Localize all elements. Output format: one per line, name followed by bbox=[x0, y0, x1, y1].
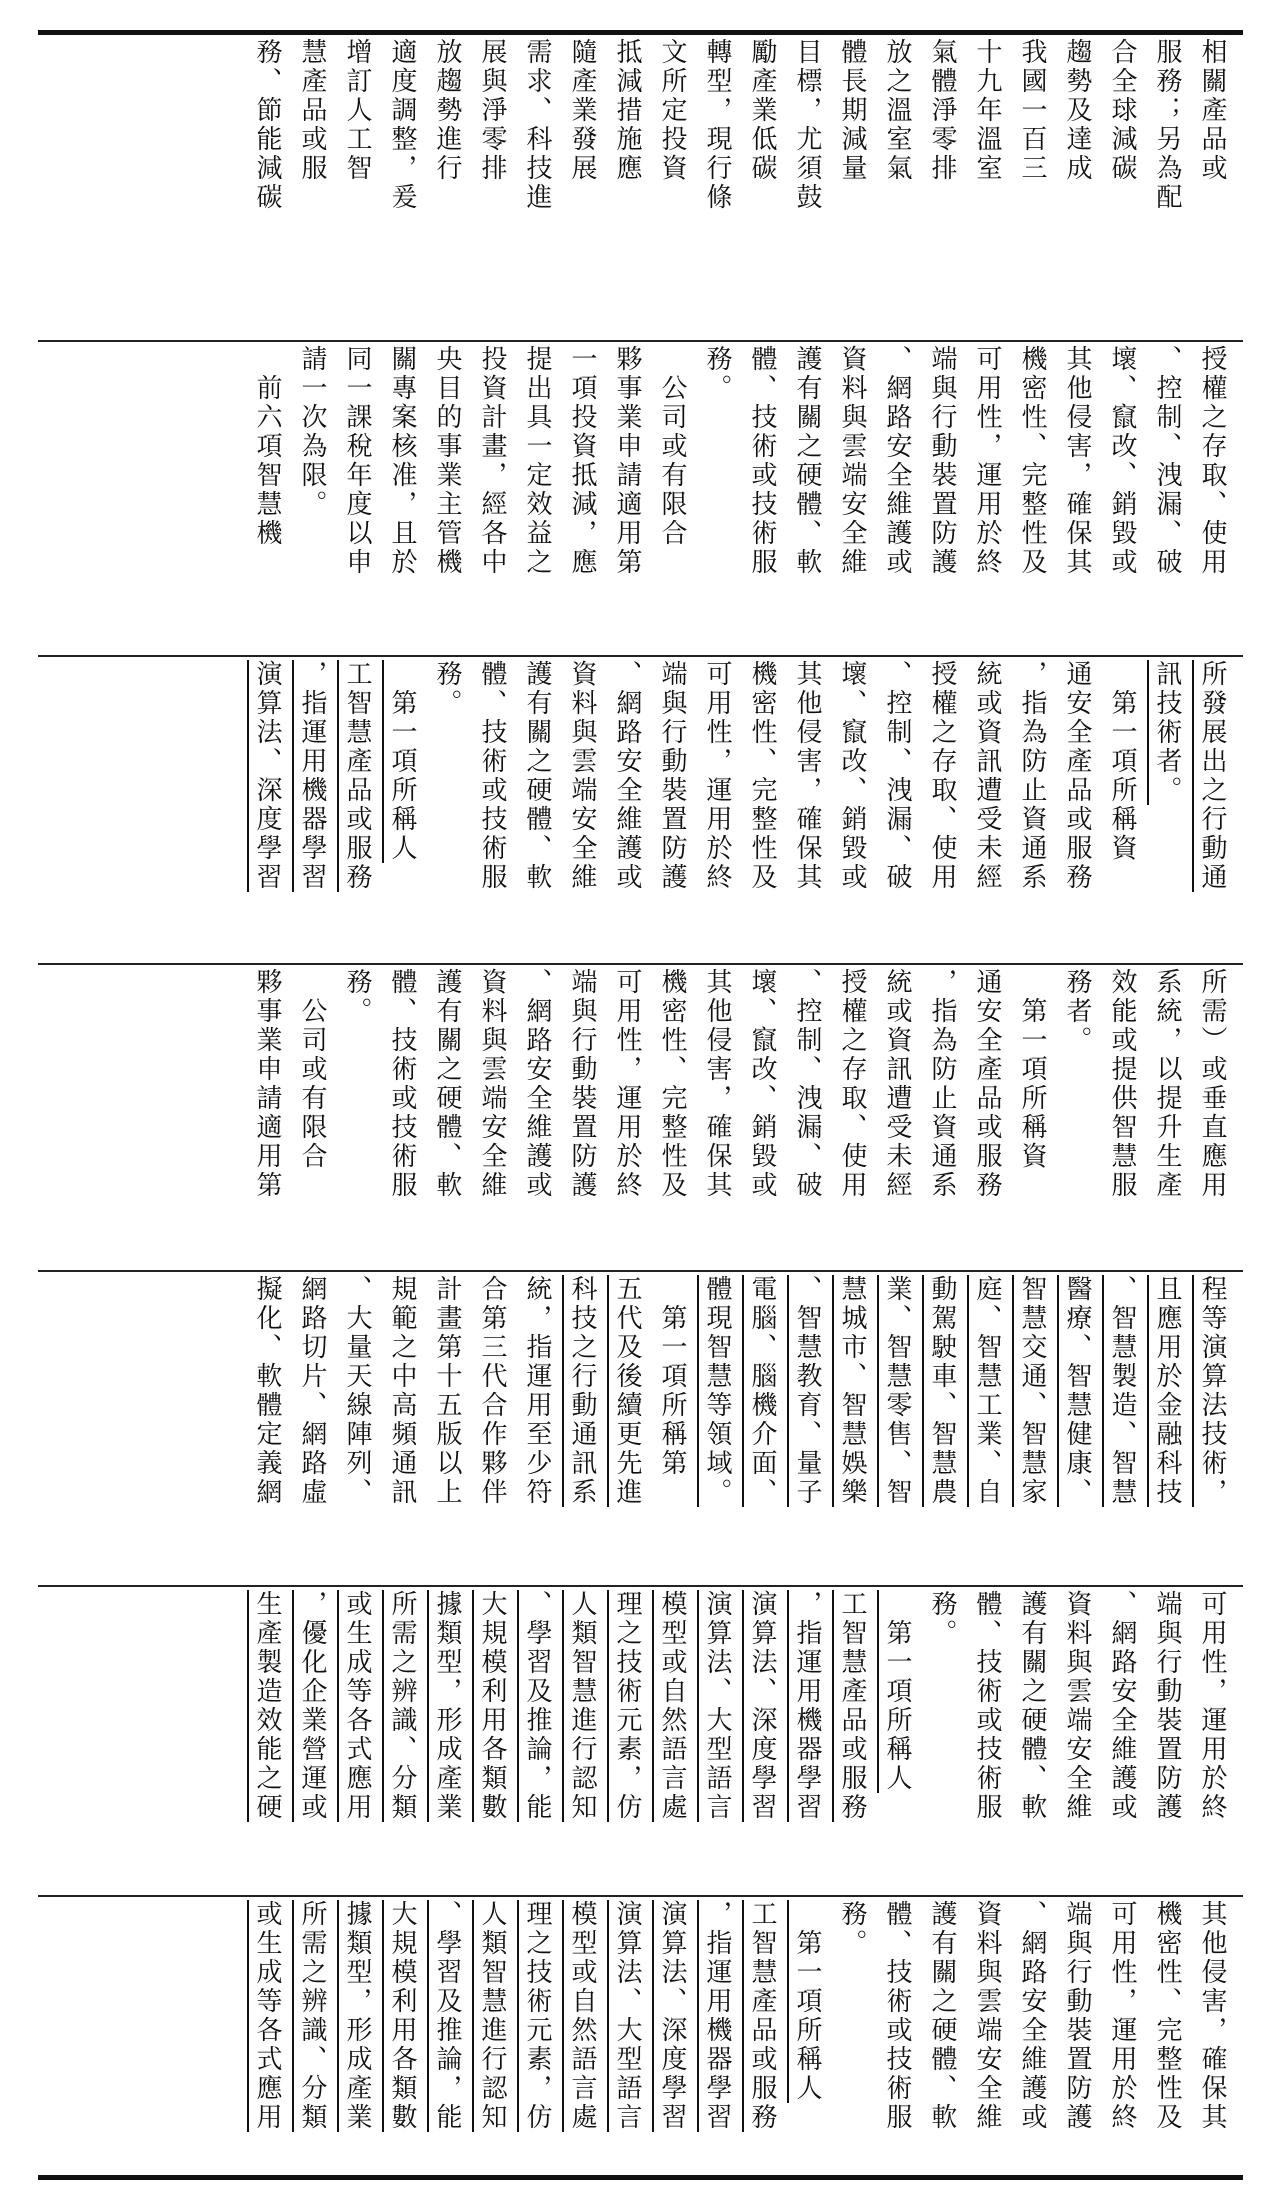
text-column: 資料與雲端安全維 bbox=[567, 660, 597, 892]
text-column: 可用性，運用於終 bbox=[972, 345, 1002, 577]
text-column: 機密性、完整性及 bbox=[1152, 1900, 1182, 2132]
text-column: 授權之存取、使用 bbox=[837, 968, 867, 1200]
text-column: 適度調整，爰 bbox=[387, 38, 417, 212]
text-column: 端與行動裝置防護 bbox=[927, 345, 957, 577]
text-column: ，指運用機器學習 bbox=[297, 660, 327, 892]
text-column: 務。 bbox=[432, 660, 462, 718]
text-column: 可用性，運用於終 bbox=[1197, 1590, 1227, 1822]
text-column: 或生成等各式應用 bbox=[252, 1900, 282, 2132]
text-column: 演算法、大型語言 bbox=[612, 1900, 642, 2132]
text-column: 模型或自然語言處 bbox=[567, 1900, 597, 2132]
text-column: 統或資訊遭受未經 bbox=[882, 968, 912, 1200]
text-column: 通安全產品或服務 bbox=[972, 968, 1002, 1200]
text-column: 氣體淨零排 bbox=[927, 38, 957, 183]
text-column: 端與行動裝置防護 bbox=[1152, 1590, 1182, 1822]
text-column: 務者。 bbox=[1062, 968, 1092, 1055]
text-column: 其他侵害，確保其 bbox=[1062, 345, 1092, 577]
text-column: 可用性，運用於終 bbox=[1107, 1900, 1137, 2132]
text-column: 演算法、深度學習 bbox=[747, 1590, 777, 1822]
text-column: 抵減措施應 bbox=[612, 38, 642, 183]
text-column: 據類型，形成產業 bbox=[342, 1900, 372, 2132]
text-column: 體、技術或技術服 bbox=[387, 968, 417, 1200]
text-column: 系統，以提升生產 bbox=[1152, 968, 1182, 1200]
text-column: 大規模利用各類數 bbox=[387, 1900, 417, 2132]
band-divider bbox=[38, 963, 1243, 965]
band-7 bbox=[48, 1900, 1233, 2170]
text-column: 體、技術或技術服 bbox=[972, 1590, 1002, 1822]
text-column: 網路切片、網路虛 bbox=[297, 1275, 327, 1507]
text-column: 護有關之硬體、軟 bbox=[927, 1900, 957, 2132]
text-column: ，指為防止資通系 bbox=[927, 968, 957, 1200]
band-divider bbox=[38, 1895, 1243, 1897]
text-column: 展與淨零排 bbox=[477, 38, 507, 183]
text-column: 、學習及推論，能 bbox=[522, 1590, 552, 1822]
text-column: 效能或提供智慧服 bbox=[1107, 968, 1137, 1200]
text-column: 演算法、大型語言 bbox=[702, 1590, 732, 1822]
text-column: 工智慧產品或服務 bbox=[837, 1590, 867, 1822]
text-column: 、網路安全維護或 bbox=[522, 968, 552, 1200]
text-column: 提出具一定效益之 bbox=[522, 345, 552, 577]
text-column: 、大量天線陣列、 bbox=[342, 1275, 372, 1507]
band-1 bbox=[48, 38, 1233, 338]
text-column: 隨產業發展 bbox=[567, 38, 597, 183]
text-column: 務。 bbox=[927, 1590, 957, 1648]
text-column: ，優化企業營運或 bbox=[297, 1590, 327, 1822]
text-column: 、學習及推論，能 bbox=[432, 1900, 462, 2132]
text-column: 所需之辨識、分類 bbox=[387, 1590, 417, 1822]
band-6 bbox=[48, 1590, 1233, 1890]
text-column: 端與行動裝置防護 bbox=[567, 968, 597, 1200]
text-column: 所發展出之行動通 bbox=[1197, 660, 1227, 892]
text-column: 體、技術或技術服 bbox=[477, 660, 507, 892]
text-column: 第一項所稱人 bbox=[387, 660, 417, 863]
text-column: 、網路安全維護或 bbox=[612, 660, 642, 892]
text-column: 、網路安全維護或 bbox=[1107, 1590, 1137, 1822]
text-column: 資料與雲端安全維 bbox=[837, 345, 867, 577]
text-column: 、智慧製造、智慧 bbox=[1107, 1275, 1137, 1507]
text-column: 擬化、軟體定義網 bbox=[252, 1275, 282, 1507]
text-column: 投資計畫，經各中 bbox=[477, 345, 507, 577]
text-column: 第一項所稱人 bbox=[792, 1900, 822, 2103]
band-divider bbox=[38, 1270, 1243, 1272]
text-column: 關專案核准，且於 bbox=[387, 345, 417, 577]
text-column: 服務；另為配 bbox=[1152, 38, 1182, 212]
text-column: 大規模利用各類數 bbox=[477, 1590, 507, 1822]
text-column: 同一課稅年度以申 bbox=[342, 345, 372, 577]
text-column: 科技之行動通訊系 bbox=[567, 1275, 597, 1507]
text-column: 資料與雲端安全維 bbox=[972, 1900, 1002, 2132]
text-column: 業、智慧零售、智 bbox=[882, 1275, 912, 1507]
text-column: 其他侵害，確保其 bbox=[702, 968, 732, 1200]
band-divider bbox=[38, 1585, 1243, 1587]
text-column: 放之溫室氣 bbox=[882, 38, 912, 183]
text-column: 所需之辨識、分類 bbox=[297, 1900, 327, 2132]
text-column: 所需）或垂直應用 bbox=[1197, 968, 1227, 1200]
text-column: 機密性、完整性及 bbox=[657, 968, 687, 1200]
text-column: 請一次為限。 bbox=[297, 345, 327, 519]
text-column: 務。 bbox=[837, 1900, 867, 1958]
text-column: 通安全產品或服務 bbox=[1062, 660, 1092, 892]
text-column: 規範之中高頻通訊 bbox=[387, 1275, 417, 1507]
text-column: 壞、竄改、銷毀或 bbox=[837, 660, 867, 892]
text-column: 可用性，運用於終 bbox=[702, 660, 732, 892]
text-column: 增訂人工智 bbox=[342, 38, 372, 183]
text-column: 務。 bbox=[702, 345, 732, 403]
text-column: 趨勢及達成 bbox=[1062, 38, 1092, 183]
text-column: 統或資訊遭受未經 bbox=[972, 660, 1002, 892]
text-column: 演算法、深度學習 bbox=[252, 660, 282, 892]
text-column: 庭、智慧工業、自 bbox=[972, 1275, 1002, 1507]
text-column: 機密性、完整性及 bbox=[1017, 345, 1047, 577]
text-column: 務、節能減碳 bbox=[252, 38, 282, 212]
text-column: 一項投資抵減，應 bbox=[567, 345, 597, 577]
text-column: 公司或有限合 bbox=[657, 345, 687, 548]
text-column: 模型或自然語言處 bbox=[657, 1590, 687, 1822]
top-rule bbox=[38, 30, 1243, 35]
text-column: ，指運用機器學習 bbox=[792, 1590, 822, 1822]
text-column: 或生成等各式應用 bbox=[342, 1590, 372, 1822]
text-column: 據類型，形成產業 bbox=[432, 1590, 462, 1822]
text-column: 資料與雲端安全維 bbox=[1062, 1590, 1092, 1822]
text-column: 公司或有限合 bbox=[297, 968, 327, 1171]
text-column: 智慧交通、智慧家 bbox=[1017, 1275, 1047, 1507]
text-column: 體長期減量 bbox=[837, 38, 867, 183]
text-column: 人類智慧進行認知 bbox=[567, 1590, 597, 1822]
text-column: 第一項所稱資 bbox=[1017, 968, 1047, 1171]
text-column: 體、技術或技術服 bbox=[747, 345, 777, 577]
text-column: 夥事業申請適用第 bbox=[252, 968, 282, 1200]
text-column: 工智慧產品或服務 bbox=[747, 1900, 777, 2132]
text-column: 夥事業申請適用第 bbox=[612, 345, 642, 577]
text-column: 第一項所稱第 bbox=[657, 1275, 687, 1478]
text-column: 且應用於金融科技 bbox=[1152, 1275, 1182, 1507]
text-column: 電腦、腦機介面、 bbox=[747, 1275, 777, 1507]
text-column: 端與行動裝置防護 bbox=[657, 660, 687, 892]
text-column: ，指運用機器學習 bbox=[702, 1900, 732, 2132]
text-column: 動駕駛車、智慧農 bbox=[927, 1275, 957, 1507]
text-column: 壞、竄改、銷毀或 bbox=[747, 968, 777, 1200]
text-column: 體、技術或技術服 bbox=[882, 1900, 912, 2132]
text-column: 護有關之硬體、軟 bbox=[792, 345, 822, 577]
text-column: 體現智慧等領域。 bbox=[702, 1275, 732, 1507]
text-column: 、網路安全維護或 bbox=[882, 345, 912, 577]
band-divider bbox=[38, 340, 1243, 342]
text-column: 統，指運用至少符 bbox=[522, 1275, 552, 1507]
text-column: 壞、竄改、銷毀或 bbox=[1107, 345, 1137, 577]
text-column: 其他侵害，確保其 bbox=[792, 660, 822, 892]
text-column: 機密性、完整性及 bbox=[747, 660, 777, 892]
text-column: 其他侵害，確保其 bbox=[1197, 1900, 1227, 2132]
text-column: 端與行動裝置防護 bbox=[1062, 1900, 1092, 2132]
text-column: 文所定投資 bbox=[657, 38, 687, 183]
text-column: 相關產品或 bbox=[1197, 38, 1227, 183]
text-column: 人類智慧進行認知 bbox=[477, 1900, 507, 2132]
text-column: 護有關之硬體、軟 bbox=[432, 968, 462, 1200]
text-column: 五代及後續更先進 bbox=[612, 1275, 642, 1507]
text-column: 可用性，運用於終 bbox=[612, 968, 642, 1200]
band-4 bbox=[48, 968, 1233, 1268]
text-column: 合第三代合作夥伴 bbox=[477, 1275, 507, 1507]
text-column: 護有關之硬體、軟 bbox=[522, 660, 552, 892]
text-column: 央目的事業主管機 bbox=[432, 345, 462, 577]
text-column: 資料與雲端安全維 bbox=[477, 968, 507, 1200]
text-column: 、控制、洩漏、破 bbox=[792, 968, 822, 1200]
bottom-rule bbox=[38, 2175, 1243, 2180]
text-column: 計畫第十五版以上 bbox=[432, 1275, 462, 1507]
text-column: 轉型，現行條 bbox=[702, 38, 732, 212]
text-column: 訊技術者。 bbox=[1152, 660, 1182, 805]
text-column: 務。 bbox=[342, 968, 372, 1026]
text-column: 程等演算法技術， bbox=[1197, 1275, 1227, 1507]
text-column: 前六項智慧機 bbox=[252, 345, 282, 548]
text-column: 需求、科技進 bbox=[522, 38, 552, 212]
text-column: 目標，尤須鼓 bbox=[792, 38, 822, 212]
text-column: 理之技術元素，仿 bbox=[612, 1590, 642, 1822]
text-column: 醫療、智慧健康、 bbox=[1062, 1275, 1092, 1507]
text-column: 生產製造效能之硬 bbox=[252, 1590, 282, 1822]
text-column: 慧城市、智慧娛樂 bbox=[837, 1275, 867, 1507]
text-column: 十九年溫室 bbox=[972, 38, 1002, 183]
text-column: 理之技術元素，仿 bbox=[522, 1900, 552, 2132]
text-column: 合全球減碳 bbox=[1107, 38, 1137, 183]
text-column: 工智慧產品或服務 bbox=[342, 660, 372, 892]
band-5 bbox=[48, 1275, 1233, 1580]
text-column: 演算法、深度學習 bbox=[657, 1900, 687, 2132]
text-column: 第一項所稱資 bbox=[1107, 660, 1137, 863]
text-column: 我國一百三 bbox=[1017, 38, 1047, 183]
text-column: 授權之存取、使用 bbox=[927, 660, 957, 892]
text-column: 勵產業低碳 bbox=[747, 38, 777, 183]
text-column: 、智慧教育、量子 bbox=[792, 1275, 822, 1507]
band-divider bbox=[38, 655, 1243, 657]
text-column: 放趨勢進行 bbox=[432, 38, 462, 183]
text-column: ，指為防止資通系 bbox=[1017, 660, 1047, 892]
band-2 bbox=[48, 345, 1233, 650]
text-column: 第一項所稱人 bbox=[882, 1590, 912, 1793]
band-3 bbox=[48, 660, 1233, 960]
text-column: 慧產品或服 bbox=[297, 38, 327, 183]
text-column: 、控制、洩漏、破 bbox=[882, 660, 912, 892]
text-column: 護有關之硬體、軟 bbox=[1017, 1590, 1047, 1822]
text-column: 授權之存取、使用 bbox=[1197, 345, 1227, 577]
text-column: 、網路安全維護或 bbox=[1017, 1900, 1047, 2132]
text-column: 、控制、洩漏、破 bbox=[1152, 345, 1182, 577]
